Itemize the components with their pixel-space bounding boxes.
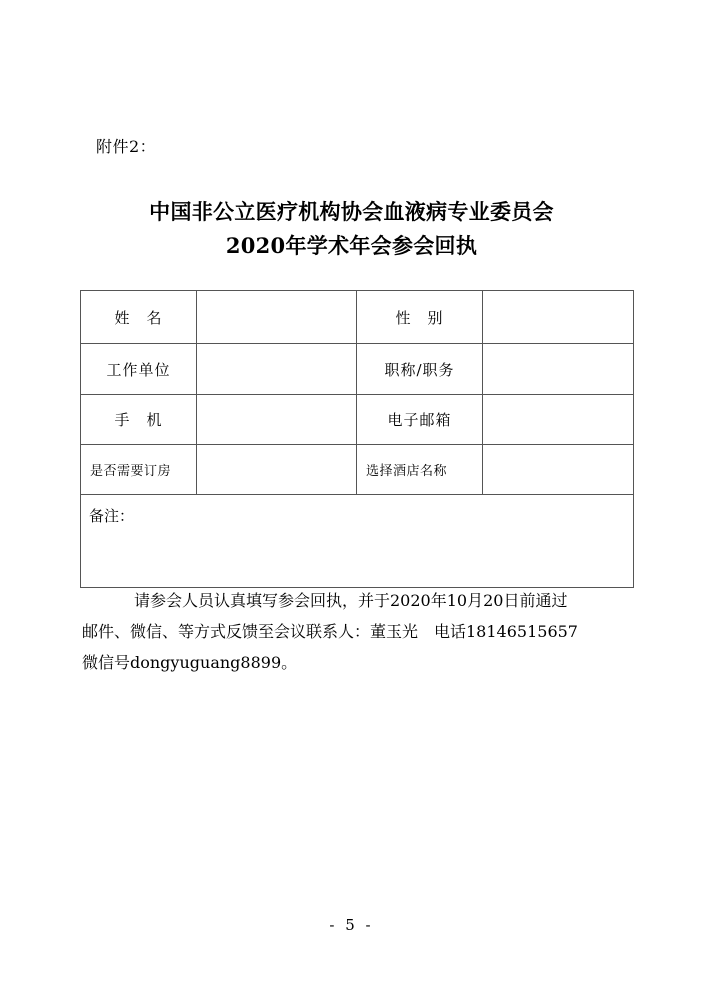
work-unit-label: 工作单位 <box>81 344 197 395</box>
email-field[interactable] <box>483 395 634 445</box>
notice-line: 邮件、微信、等方式反馈至会议联系人：董玉光 电话18146515657 <box>82 622 578 641</box>
notice-line: 微信号dongyuguang8899。 <box>82 653 298 672</box>
document-title: 中国非公立医疗机构协会血液病专业委员会 <box>149 199 554 224</box>
document-subtitle: 2020年学术年会参会回执 <box>225 233 478 258</box>
table-row <box>81 445 634 495</box>
work-unit-field[interactable] <box>197 344 357 395</box>
table-row <box>81 495 634 588</box>
attachment-label: 附件2： <box>96 137 157 156</box>
table-row <box>81 395 634 445</box>
phone-label: 手 机 <box>81 395 197 445</box>
notice-line: 请参会人员认真填写参会回执，并于2020年10月20日前通过 <box>134 591 568 610</box>
remarks-field[interactable] <box>81 495 634 588</box>
table-row <box>81 291 634 344</box>
gender-field[interactable] <box>483 291 634 344</box>
table-row <box>81 344 634 395</box>
room-booking-field[interactable] <box>197 445 357 495</box>
page-number: - 5 - <box>329 916 374 934</box>
name-field[interactable] <box>197 291 357 344</box>
gender-label: 性 别 <box>357 291 483 344</box>
notice-paragraph <box>82 585 642 678</box>
email-label: 电子邮箱 <box>357 395 483 445</box>
title-position-field[interactable] <box>483 344 634 395</box>
hotel-name-label: 选择酒店名称 <box>357 445 483 495</box>
title-position-label: 职称/职务 <box>357 344 483 395</box>
phone-field[interactable] <box>197 395 357 445</box>
remarks-label: 备注： <box>89 507 135 525</box>
registration-form-table <box>80 290 634 588</box>
name-label: 姓 名 <box>81 291 197 344</box>
hotel-name-field[interactable] <box>483 445 634 495</box>
room-booking-label: 是否需要订房 <box>81 445 197 495</box>
